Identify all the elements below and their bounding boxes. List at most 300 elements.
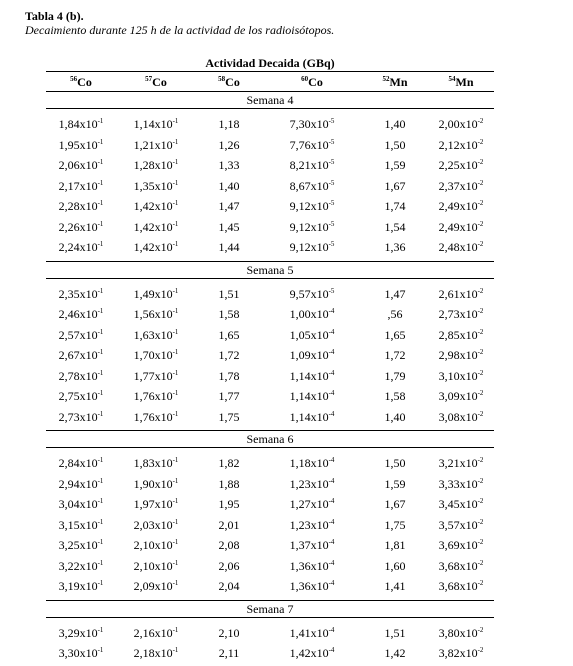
table-cell (362, 114, 428, 135)
table-cell (262, 135, 362, 156)
table-row (46, 407, 494, 428)
cell-mantissa: 1,76x10 (133, 389, 173, 403)
cell-mantissa: 2,01 (218, 517, 240, 532)
column-header (362, 72, 428, 92)
table-cell (116, 196, 196, 217)
isotope-element: Co (77, 75, 92, 89)
cell-exponent: -1 (97, 219, 104, 228)
cell-mantissa: 2,48x10 (438, 240, 478, 254)
cell-mantissa: 1,14x10 (289, 389, 329, 403)
cell-mantissa: 1,36x10 (289, 579, 329, 593)
cell-mantissa: 1,37x10 (289, 538, 329, 552)
table-row (46, 176, 494, 197)
week-label: Semana 7 (46, 600, 494, 618)
table-cell (362, 155, 428, 176)
cell-mantissa: 1,50 (384, 456, 406, 470)
table-row (46, 217, 494, 238)
cell-mantissa: 1,49x10 (133, 286, 173, 301)
table-cell (46, 155, 116, 176)
cell-exponent: -5 (328, 286, 335, 295)
cell-exponent: -1 (172, 409, 179, 418)
cell-exponent: -1 (97, 476, 104, 485)
cell-exponent: -2 (477, 389, 484, 397)
table-cell (428, 114, 494, 135)
week-label: Semana 6 (46, 430, 494, 448)
table-cell (428, 155, 494, 176)
cell-mantissa: 1,28x10 (133, 158, 173, 172)
cell-exponent: -4 (328, 538, 335, 546)
table-cell (116, 217, 196, 238)
table-cell (46, 284, 116, 305)
isotope-element: Co (225, 75, 240, 89)
cell-mantissa: 1,14x10 (133, 117, 173, 131)
cell-mantissa: 9,12x10 (289, 199, 329, 213)
cell-mantissa: 1,42 (384, 646, 406, 660)
cell-mantissa: 1,41 (384, 579, 406, 593)
table-cell (362, 366, 428, 387)
cell-mantissa: 2,09x10 (133, 579, 173, 593)
table-cell (428, 576, 494, 597)
cell-mantissa: 1,65 (218, 327, 240, 342)
cell-mantissa: 2,85x10 (438, 327, 478, 342)
table-cell (196, 304, 262, 325)
cell-mantissa: 3,08x10 (438, 409, 478, 424)
table-cell (196, 623, 262, 644)
cell-exponent: -1 (97, 558, 104, 567)
cell-mantissa: 1,23x10 (289, 476, 329, 491)
group-header: Actividad Decaida (GBq) (46, 56, 494, 72)
table-row (46, 155, 494, 176)
table-row (46, 114, 494, 135)
cell-mantissa: 2,61x10 (438, 286, 478, 301)
cell-mantissa: 1,51 (384, 625, 406, 640)
cell-exponent: -2 (477, 199, 484, 207)
table-cell (196, 345, 262, 366)
table-cell (46, 325, 116, 346)
table-cell (46, 386, 116, 407)
cell-mantissa: 2,04 (218, 579, 240, 593)
cell-exponent: -1 (172, 389, 179, 397)
cell-exponent: -2 (477, 117, 484, 125)
table-cell (196, 535, 262, 556)
cell-mantissa: 2,78x10 (58, 368, 98, 383)
cell-mantissa: 2,10x10 (133, 558, 173, 573)
cell-exponent: -1 (172, 625, 179, 634)
cell-mantissa: 1,47 (218, 199, 240, 213)
cell-exponent: -2 (477, 625, 484, 634)
cell-mantissa: 2,26x10 (58, 219, 98, 234)
table-cell (46, 556, 116, 577)
table-cell (196, 135, 262, 156)
cell-exponent: -1 (172, 579, 179, 587)
cell-mantissa: 1,95 (218, 497, 240, 511)
cell-exponent: -5 (328, 219, 335, 228)
table-cell (262, 325, 362, 346)
cell-mantissa: 2,18x10 (133, 646, 173, 660)
cell-mantissa: 2,49x10 (438, 219, 478, 234)
cell-mantissa: 1,44 (218, 240, 240, 254)
cell-mantissa: 2,46x10 (58, 307, 98, 321)
cell-mantissa: 1,58 (384, 389, 406, 403)
table-cell (262, 217, 362, 238)
cell-mantissa: 1,23x10 (289, 517, 329, 532)
table-cell (116, 474, 196, 495)
table-cell (428, 196, 494, 217)
table-cell (362, 623, 428, 644)
cell-mantissa: 2,75x10 (58, 389, 98, 403)
cell-mantissa: 3,04x10 (58, 497, 98, 511)
table-cell (46, 515, 116, 536)
table-cell (428, 345, 494, 366)
cell-exponent: -4 (328, 348, 335, 356)
cell-exponent: -2 (477, 538, 484, 546)
table-cell (196, 556, 262, 577)
table-cell (428, 366, 494, 387)
cell-mantissa: 1,84x10 (58, 117, 98, 131)
table-cell (46, 345, 116, 366)
cell-mantissa: 3,10x10 (438, 368, 478, 383)
isotope-mass-number: 54 (448, 75, 456, 83)
isotope-mass-number: 57 (145, 75, 153, 83)
cell-exponent: -4 (328, 497, 335, 505)
isotope-element: Mn (389, 75, 408, 89)
table-cell (362, 135, 428, 156)
table-cell (116, 494, 196, 515)
table-row (46, 535, 494, 556)
table-row (46, 135, 494, 156)
table-cell (262, 494, 362, 515)
cell-mantissa: 3,69x10 (438, 538, 478, 552)
cell-mantissa: 3,57x10 (438, 517, 478, 532)
column-header (428, 72, 494, 92)
table-cell (362, 386, 428, 407)
cell-exponent: -2 (477, 456, 484, 464)
cell-exponent: -5 (328, 158, 335, 166)
table-cell (428, 135, 494, 156)
cell-exponent: -1 (97, 456, 104, 464)
cell-exponent: -4 (328, 476, 335, 485)
cell-exponent: -5 (328, 178, 335, 187)
table-cell (428, 474, 494, 495)
cell-exponent: -1 (97, 199, 104, 207)
table-cell (428, 407, 494, 428)
table-cell (262, 176, 362, 197)
cell-mantissa: 1,83x10 (133, 456, 173, 470)
table-cell (116, 284, 196, 305)
cell-exponent: -1 (97, 497, 104, 505)
cell-exponent: -4 (328, 646, 335, 654)
cell-mantissa: 1,67 (384, 178, 406, 193)
table-cell (196, 155, 262, 176)
cell-mantissa: 1,42x10 (133, 199, 173, 213)
table-cell (46, 304, 116, 325)
table-cell (262, 474, 362, 495)
cell-mantissa: 1,42x10 (289, 646, 329, 660)
cell-exponent: -1 (97, 178, 104, 187)
table-cell (362, 217, 428, 238)
table-cell (46, 453, 116, 474)
cell-mantissa: 2,24x10 (58, 240, 98, 254)
table-cell (262, 407, 362, 428)
table-cell (46, 407, 116, 428)
table-cell (116, 515, 196, 536)
cell-exponent: -1 (172, 517, 179, 526)
cell-mantissa: 2,00x10 (438, 117, 478, 131)
week-rows (46, 448, 494, 599)
cell-exponent: -2 (477, 327, 484, 336)
cell-mantissa: 3,45x10 (438, 497, 478, 511)
cell-mantissa: 1,56x10 (133, 307, 173, 321)
table-row (46, 623, 494, 644)
cell-mantissa: 1,63x10 (133, 327, 173, 342)
cell-mantissa: 9,57x10 (289, 286, 329, 301)
column-header-row (46, 72, 494, 92)
cell-exponent: -1 (97, 389, 104, 397)
column-header (46, 72, 116, 92)
isotope-mass-number: 58 (218, 75, 226, 83)
table-cell (262, 515, 362, 536)
cell-exponent: -2 (477, 409, 484, 418)
cell-exponent: -4 (328, 558, 335, 567)
cell-exponent: -4 (328, 368, 335, 377)
table-cell (46, 643, 116, 664)
table-cell (196, 576, 262, 597)
table-cell (428, 535, 494, 556)
cell-exponent: -2 (477, 476, 484, 485)
table-cell (196, 196, 262, 217)
table-cell (362, 176, 428, 197)
cell-exponent: -1 (97, 286, 104, 295)
cell-exponent: -1 (172, 497, 179, 505)
cell-exponent: -1 (172, 368, 179, 377)
table-cell (362, 453, 428, 474)
table-cell (262, 304, 362, 325)
table-cell (362, 556, 428, 577)
table-row (46, 643, 494, 664)
cell-mantissa: 2,03x10 (133, 517, 173, 532)
table-cell (362, 196, 428, 217)
table-cell (196, 325, 262, 346)
cell-mantissa: 1,72 (218, 348, 240, 362)
cell-mantissa: 1,40 (218, 178, 240, 193)
table-body (46, 92, 494, 666)
table-cell (46, 114, 116, 135)
cell-exponent: -1 (172, 456, 179, 464)
cell-exponent: -2 (477, 219, 484, 228)
cell-mantissa: 3,22x10 (58, 558, 98, 573)
cell-mantissa: 1,18 (218, 117, 240, 131)
table-cell (262, 237, 362, 258)
table-cell (262, 155, 362, 176)
table-cell (362, 515, 428, 536)
cell-mantissa: 1,42x10 (133, 219, 173, 234)
cell-mantissa: 3,15x10 (58, 517, 98, 532)
cell-mantissa: 1,88 (218, 476, 240, 491)
cell-exponent: -1 (172, 178, 179, 187)
cell-mantissa: 2,16x10 (133, 625, 173, 640)
table-cell (46, 366, 116, 387)
cell-exponent: -2 (477, 286, 484, 295)
table-cell (196, 217, 262, 238)
cell-mantissa: 2,10x10 (133, 538, 173, 552)
table-row (46, 494, 494, 515)
table-cell (196, 515, 262, 536)
cell-mantissa: 2,94x10 (58, 476, 98, 491)
cell-mantissa: 2,37x10 (438, 178, 478, 193)
cell-exponent: -1 (97, 517, 104, 526)
cell-mantissa: 1,60 (384, 558, 406, 573)
cell-mantissa: 7,76x10 (289, 137, 329, 152)
table-cell (116, 237, 196, 258)
table-cell (196, 494, 262, 515)
table-cell (116, 576, 196, 597)
cell-mantissa: 1,75 (218, 409, 240, 424)
table-cell (428, 217, 494, 238)
cell-mantissa: 1,81 (384, 538, 406, 552)
table-cell (116, 325, 196, 346)
cell-exponent: -1 (172, 240, 179, 248)
cell-exponent: -4 (328, 389, 335, 397)
cell-exponent: -4 (328, 517, 335, 526)
table-cell (46, 135, 116, 156)
cell-mantissa: 3,68x10 (438, 579, 478, 593)
cell-exponent: -2 (477, 646, 484, 654)
table-cell (362, 643, 428, 664)
cell-mantissa: 1,76x10 (133, 409, 173, 424)
cell-exponent: -2 (477, 558, 484, 567)
cell-mantissa: 2,25x10 (438, 158, 478, 172)
cell-mantissa: 1,42x10 (133, 240, 173, 254)
cell-exponent: -1 (172, 219, 179, 228)
cell-mantissa: 1,78 (218, 368, 240, 383)
cell-exponent: -4 (328, 579, 335, 587)
table-cell (196, 176, 262, 197)
cell-mantissa: 1,65 (384, 327, 406, 342)
cell-exponent: -4 (328, 625, 335, 634)
cell-mantissa: 1,40 (384, 409, 406, 424)
cell-exponent: -4 (328, 327, 335, 336)
cell-exponent: -1 (172, 286, 179, 295)
cell-exponent: -1 (97, 409, 104, 418)
cell-mantissa: 1,51 (218, 286, 240, 301)
table-cell (362, 284, 428, 305)
cell-mantissa: 8,67x10 (289, 178, 329, 193)
table-cell (262, 576, 362, 597)
table-cell (196, 643, 262, 664)
cell-mantissa: 1,36 (384, 240, 406, 254)
cell-mantissa: 2,28x10 (58, 199, 98, 213)
cell-exponent: -2 (477, 158, 484, 166)
table-cell (116, 623, 196, 644)
cell-mantissa: 1,97x10 (133, 497, 173, 511)
cell-exponent: -2 (477, 240, 484, 248)
table-row (46, 325, 494, 346)
table-cell (116, 304, 196, 325)
table-cell (196, 386, 262, 407)
cell-exponent: -2 (477, 307, 484, 315)
table-cell (196, 237, 262, 258)
decay-table (46, 56, 494, 666)
cell-exponent: -5 (328, 137, 335, 146)
table-cell (46, 237, 116, 258)
table-cell (262, 114, 362, 135)
cell-exponent: -1 (97, 137, 104, 146)
cell-mantissa: 1,47 (384, 286, 406, 301)
table-cell (46, 535, 116, 556)
table-cell (116, 556, 196, 577)
table-cell (262, 284, 362, 305)
cell-mantissa: 3,21x10 (438, 456, 478, 470)
week-label: Semana 4 (46, 92, 494, 109)
table-cell (46, 176, 116, 197)
cell-exponent: -1 (172, 137, 179, 146)
cell-exponent: -1 (172, 348, 179, 356)
cell-mantissa: 9,12x10 (289, 219, 329, 234)
table-cell (46, 217, 116, 238)
cell-exponent: -2 (477, 368, 484, 377)
cell-mantissa: ,56 (387, 307, 403, 321)
cell-exponent: -1 (172, 327, 179, 336)
table-cell (262, 556, 362, 577)
cell-exponent: -1 (97, 579, 104, 587)
cell-exponent: -1 (172, 199, 179, 207)
table-cell (46, 576, 116, 597)
table-cell (428, 325, 494, 346)
cell-mantissa: 3,29x10 (58, 625, 98, 640)
cell-exponent: -1 (97, 307, 104, 315)
table-cell (196, 284, 262, 305)
cell-mantissa: 1,26 (218, 137, 240, 152)
cell-exponent: -1 (172, 307, 179, 315)
cell-mantissa: 2,67x10 (58, 348, 98, 362)
table-cell (362, 304, 428, 325)
table-cell (196, 114, 262, 135)
table-cell (116, 114, 196, 135)
table-cell (362, 325, 428, 346)
cell-mantissa: 2,98x10 (438, 348, 478, 362)
table-row (46, 576, 494, 597)
table-row (46, 366, 494, 387)
table-cell (116, 366, 196, 387)
table-cell (262, 535, 362, 556)
table-row (46, 345, 494, 366)
cell-exponent: -1 (97, 348, 104, 356)
cell-mantissa: 1,09x10 (289, 348, 329, 362)
table-cell (116, 176, 196, 197)
cell-exponent: -5 (328, 117, 335, 125)
cell-exponent: -1 (97, 240, 104, 248)
cell-exponent: -1 (172, 117, 179, 125)
cell-exponent: -4 (328, 307, 335, 315)
table-cell (116, 135, 196, 156)
table-cell (428, 304, 494, 325)
cell-mantissa: 1,05x10 (289, 327, 329, 342)
table-cell (428, 515, 494, 536)
table-cell (262, 643, 362, 664)
cell-exponent: -1 (97, 368, 104, 377)
cell-mantissa: 3,82x10 (438, 646, 478, 660)
cell-mantissa: 1,50 (384, 137, 406, 152)
cell-exponent: -1 (172, 158, 179, 166)
isotope-mass-number: 56 (70, 75, 78, 83)
cell-mantissa: 1,54 (384, 219, 406, 234)
cell-exponent: -4 (328, 409, 335, 418)
isotope-element: Co (308, 75, 323, 89)
cell-exponent: -1 (97, 158, 104, 166)
cell-mantissa: 3,80x10 (438, 625, 478, 640)
table-cell (196, 407, 262, 428)
table-cell (428, 643, 494, 664)
